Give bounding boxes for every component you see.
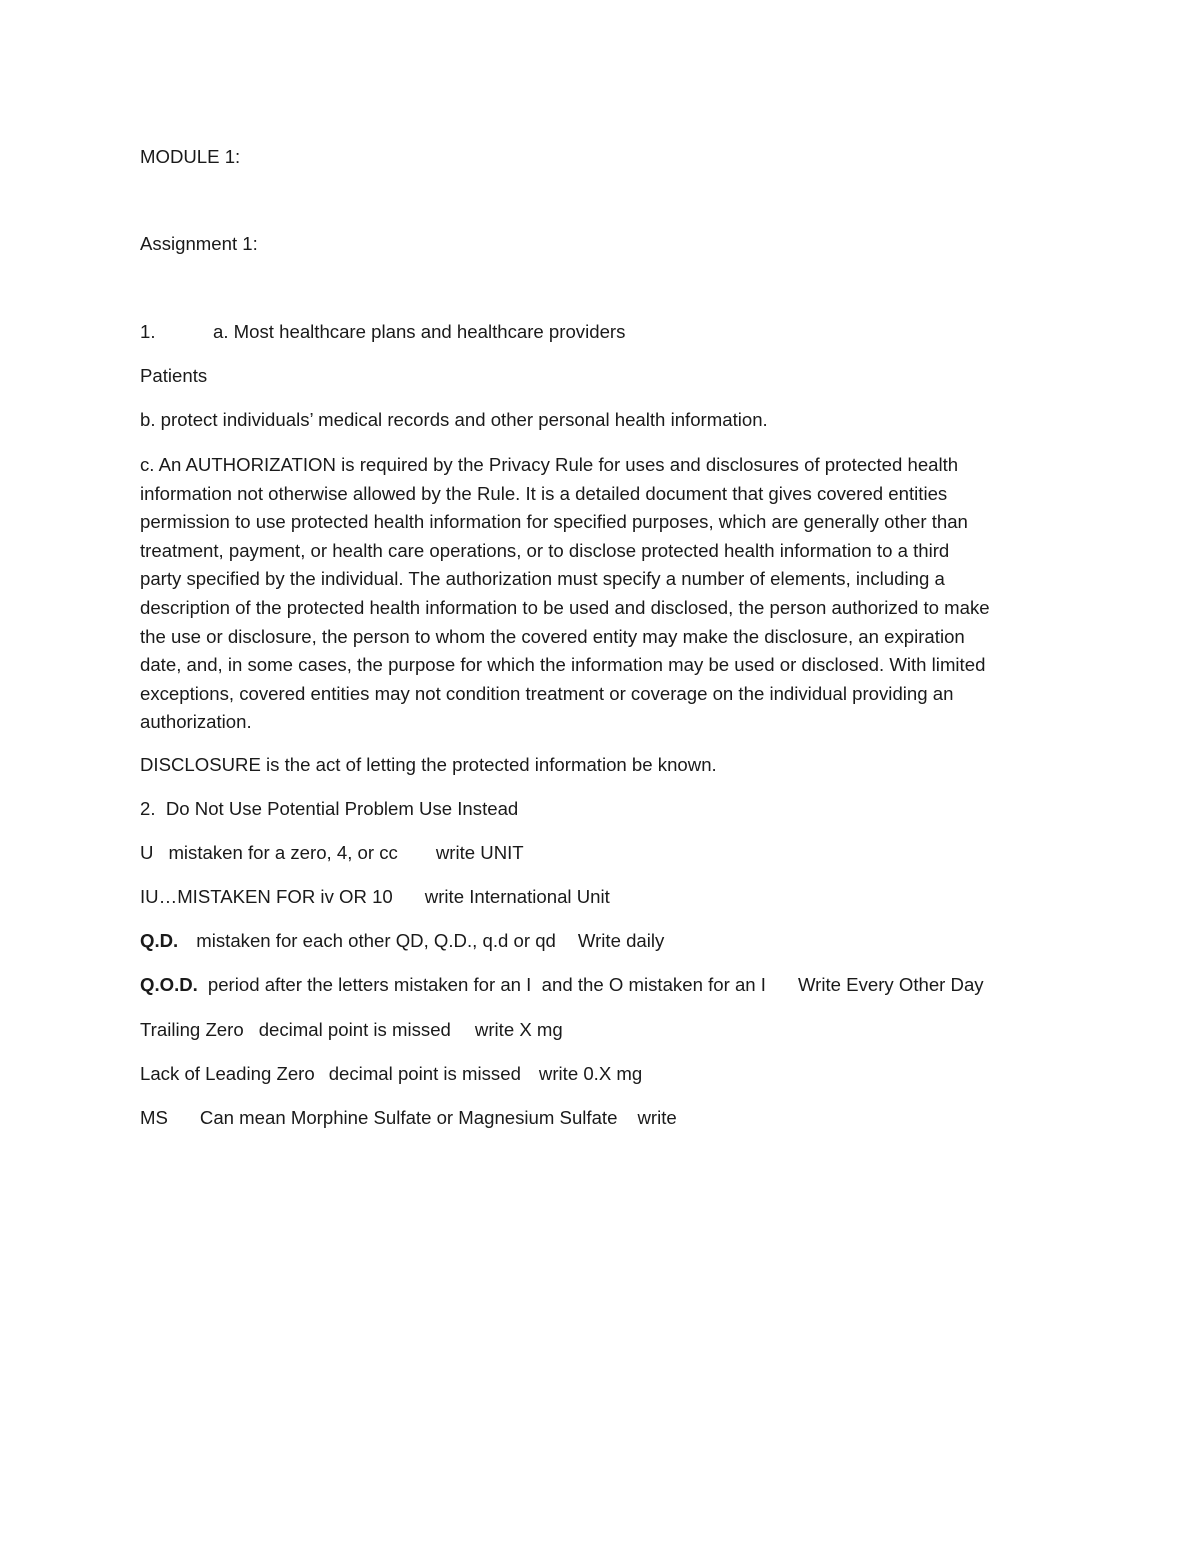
- question-1-b: b. protect individuals’ medical records and other personal health information.: [140, 409, 768, 430]
- question-1-number: 1.: [140, 321, 156, 342]
- abbreviation-instead: write X mg: [474, 1019, 563, 1040]
- abbreviation-problem: Can mean Morphine Sulfate or Magnesium Sulfate: [199, 1107, 618, 1128]
- abbreviation-problem: decimal point is missed: [328, 1063, 521, 1084]
- paragraph-line: authorization.: [140, 711, 252, 733]
- question-1-patients: Patients: [140, 365, 208, 386]
- module-heading: MODULE 1:: [140, 146, 241, 167]
- question-2-header: 2. Do Not Use Potential Problem Use Instead: [140, 798, 519, 819]
- abbreviation-instead: write: [637, 1107, 677, 1128]
- paragraph-line: description of the protected health information to be used and disclosed, the person authorized to make: [140, 596, 990, 618]
- abbreviation-instead: Write Every Other Day: [797, 974, 984, 995]
- paragraph-line: the use or disclosure, the person to whom the covered entity may make the disclosure, an expiration: [140, 625, 965, 647]
- abbreviation-term: U: [140, 842, 154, 863]
- abbreviation-row: [140, 839, 524, 868]
- abbreviation-row: [140, 927, 664, 956]
- question-1-a: [140, 318, 625, 347]
- question-1-c-paragraph: [140, 451, 1070, 737]
- abbreviation-instead: Write daily: [577, 930, 665, 951]
- paragraph-line: exceptions, covered entities may not condition treatment or coverage on the individual providing an: [140, 682, 954, 704]
- abbreviation-problem: decimal point is missed: [258, 1019, 451, 1040]
- abbreviation-term: IU…MISTAKEN FOR iv OR 10: [140, 886, 393, 907]
- abbreviation-term: Lack of Leading Zero: [140, 1063, 315, 1084]
- abbreviation-row: [140, 1104, 677, 1133]
- paragraph-line: treatment, payment, or health care operations, or to disclose protected health information to a third: [140, 539, 950, 561]
- abbreviation-row: [140, 1016, 563, 1045]
- abbreviation-row: [140, 883, 610, 912]
- paragraph-line: permission to use protected health information for specified purposes, which are generally other than: [140, 511, 968, 533]
- abbreviation-instead: write 0.X mg: [538, 1063, 643, 1084]
- paragraph-line: information not otherwise allowed by the Rule. It is a detailed document that gives covered entities: [140, 482, 948, 504]
- abbreviation-term: MS: [140, 1107, 168, 1128]
- abbreviation-problem: mistaken for a zero, 4, or cc: [168, 842, 398, 863]
- abbreviation-term: Q.D.: [140, 930, 179, 951]
- abbreviation-row: [140, 1060, 642, 1089]
- disclosure-definition: DISCLOSURE is the act of letting the protected information be known.: [140, 754, 717, 775]
- abbreviation-term: Q.O.D.: [140, 974, 198, 995]
- paragraph-line: date, and, in some cases, the purpose for which the information may be used or disclosed. With limited: [140, 654, 986, 676]
- abbreviation-instead: write International Unit: [424, 886, 610, 907]
- paragraph-line: c. An AUTHORIZATION is required by the Privacy Rule for uses and disclosures of protected health: [140, 454, 959, 475]
- abbreviation-problem: mistaken for each other QD, Q.D., q.d or qd: [196, 930, 556, 951]
- assignment-heading: Assignment 1:: [140, 233, 258, 254]
- question-1-a-text: a. Most healthcare plans and healthcare providers: [213, 321, 626, 342]
- abbreviation-instead: write UNIT: [435, 842, 524, 863]
- abbreviation-row: [140, 971, 984, 1000]
- paragraph-line: party specified by the individual. The authorization must specify a number of elements, including a: [140, 568, 945, 590]
- abbreviation-problem: period after the letters mistaken for an I and the O mistaken for an I: [207, 974, 766, 995]
- abbreviation-term: Trailing Zero: [140, 1019, 244, 1040]
